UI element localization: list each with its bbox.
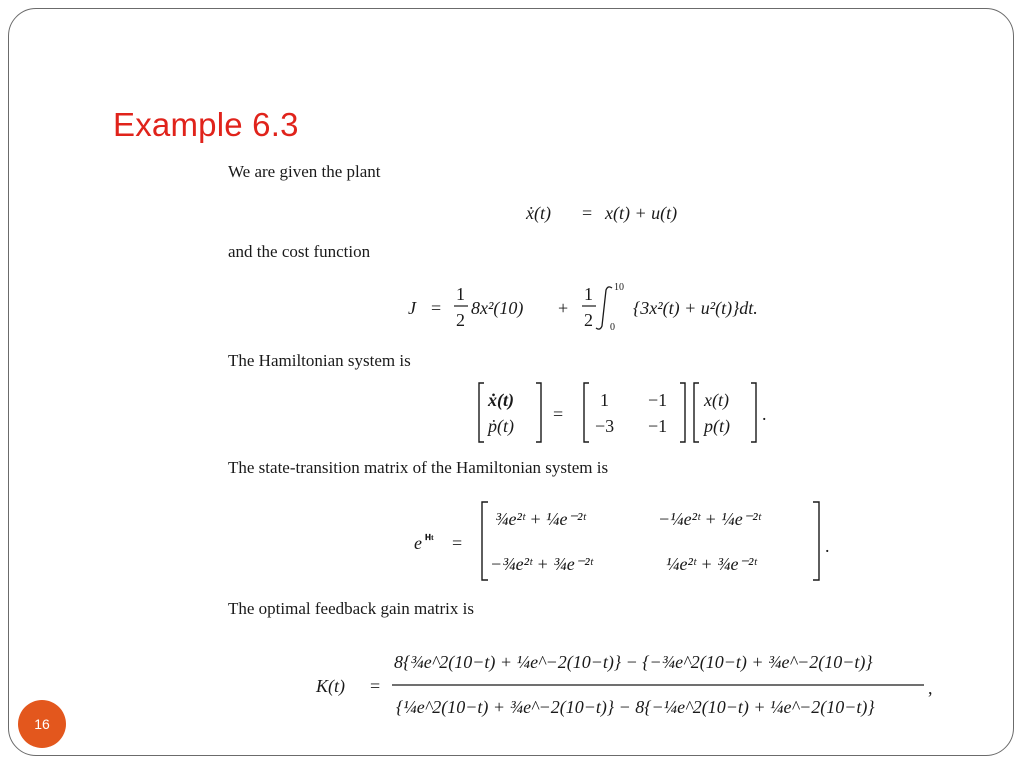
eq3-period: . <box>762 404 767 424</box>
eq3-equals: = <box>553 404 564 424</box>
eq5-comma: , <box>928 678 933 698</box>
eq2-half-den: 2 <box>456 310 465 330</box>
eq2-half2-den: 2 <box>584 310 593 330</box>
eq3-left-bracket-3 <box>694 383 699 442</box>
eq1-equals: = <box>582 203 593 223</box>
eq3-v-top: x(t) <box>704 390 729 410</box>
eq5-lhs: K(t) <box>316 676 345 696</box>
eq4-a12: −¼e²ᵗ + ¼e⁻²ᵗ <box>658 509 761 529</box>
eq4-lhs-sup: 𝐇t <box>425 533 434 542</box>
eq4-a21: −¾e²ᵗ + ¾e⁻²ᵗ <box>490 554 593 574</box>
eq4-lhs: e <box>414 533 422 553</box>
eq2-term1: 8x²(10) <box>471 298 524 318</box>
eq2-J: J <box>408 298 416 318</box>
eq2-half-num: 1 <box>456 284 465 304</box>
eq3-m21: −3 <box>595 416 615 436</box>
eq1-rhs: x(t) + u(t) <box>605 203 678 223</box>
text-gain-matrix-intro: The optimal feedback gain matrix is <box>228 599 474 618</box>
slide-number-badge: 16 <box>18 700 66 748</box>
eq3-m22: −1 <box>648 416 668 436</box>
equation-plant <box>525 203 677 224</box>
text-plant-intro: We are given the plant <box>228 162 381 181</box>
equation-state-transition-matrix <box>414 502 830 580</box>
eq3-right-bracket-1 <box>536 383 541 442</box>
eq3-m12: −1 <box>648 390 668 410</box>
eq2-int-lower: 0 <box>610 322 615 333</box>
eq2-plus: + <box>558 298 569 318</box>
equation-hamiltonian-system <box>479 383 767 442</box>
eq3-vec-top: ẋ(t) <box>488 390 514 410</box>
eq2-equals: = <box>431 298 442 318</box>
equation-cost-function <box>408 282 758 333</box>
eq2-int-upper: 10 <box>614 282 624 293</box>
eq1-lhs: ẋ(t) <box>526 203 551 223</box>
text-cost-intro: and the cost function <box>228 242 371 261</box>
eq2-integrand: {3x²(t) + u²(t)}dt. <box>633 298 758 318</box>
eq5-equals: = <box>370 676 381 696</box>
eq4-right-bracket <box>813 502 819 580</box>
eq3-right-bracket-3 <box>751 383 756 442</box>
equation-feedback-gain <box>315 652 933 718</box>
eq3-vec-bot: ṗ(t) <box>488 416 514 436</box>
eq4-a22: ¼e²ᵗ + ¾e⁻²ᵗ <box>666 554 757 574</box>
eq2-half2-num: 1 <box>584 284 593 304</box>
eq3-left-bracket-2 <box>584 383 589 442</box>
text-state-transition-intro: The state-transition matrix of the Hamiltonian system is <box>228 458 609 477</box>
eq5-denominator: {¼e^2(10−t) + ¾e^−2(10−t)} − 8{−¼e^2(10−t) + ¼e^−2(10−t)} <box>396 697 875 717</box>
eq4-a11: ¾e²ᵗ + ¼e⁻²ᵗ <box>495 509 586 529</box>
eq5-numerator: 8{¾e^2(10−t) + ¼e^−2(10−t)} − {−¾e^2(10−t) + ¾e^−2(10−t)} <box>394 652 873 672</box>
eq4-equals: = <box>452 533 463 553</box>
slide-title: Example 6.3 <box>113 106 299 143</box>
eq4-period: . <box>825 536 830 556</box>
eq4-left-bracket <box>482 502 488 580</box>
eq3-right-bracket-2 <box>680 383 685 442</box>
eq3-left-bracket-1 <box>479 383 484 442</box>
eq3-m11: 1 <box>600 390 609 410</box>
text-hamiltonian-intro: The Hamiltonian system is <box>228 351 411 370</box>
eq3-v-bot: p(t) <box>704 416 730 436</box>
